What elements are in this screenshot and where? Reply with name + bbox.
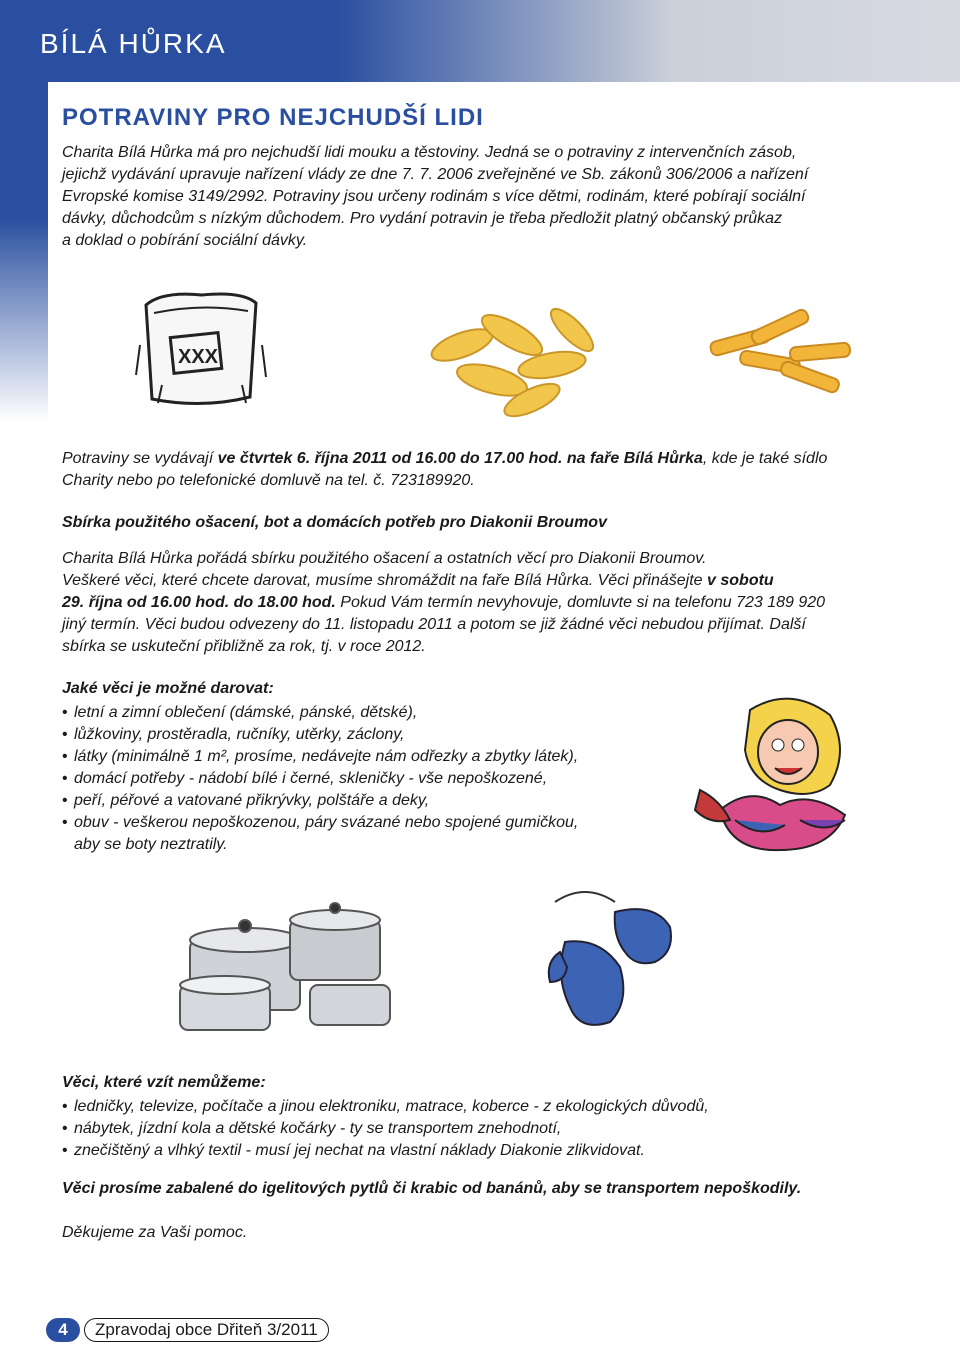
magazine-name: BÍLÁ HŮRKA xyxy=(40,28,227,59)
intro-line: Charita Bílá Hůrka má pro nejchudší lidi mouku a těstoviny. Jedná se o potraviny z intervenčních zásob, xyxy=(62,144,797,161)
collection-line: Veškeré věci, které chcete darovat, musíme shromáždit na faře Bílá Hůrka. Věci přinášejte v sobotu xyxy=(62,572,774,589)
collection-line: Charita Bílá Hůrka pořádá sbírku použitého ošacení a ostatních věcí pro Diakonii Broumov. xyxy=(62,550,707,567)
list-item: • peří, péřové a vatované přikrývky, polštáře a deky, xyxy=(62,790,578,812)
sack-label: XXX xyxy=(178,346,219,368)
cannot-take-list xyxy=(62,1096,709,1162)
collection-heading: Sbírka použitého ošacení, bot a domácích potřeb pro Diakonii Broumov xyxy=(62,514,607,531)
list-item: • letní a zimní oblečení (dámské, pánské, dětské), xyxy=(62,702,578,724)
intro-line: dávky, důchodcům s nízkým důchodem. Pro vydání potravin je třeba předložit platný občanský průkaz xyxy=(62,210,783,227)
page-title: POTRAVINY PRO NEJCHUDŠÍ LIDI xyxy=(62,104,484,131)
woman-with-clothes-image xyxy=(660,690,890,860)
list-item: • domácí potřeby - nádobí bílé i černé, skleničky - vše nepoškozené, xyxy=(62,768,578,790)
list-item: • nábytek, jízdní kola a dětské kočárky - ty se transportem znehodnotí, xyxy=(62,1118,709,1140)
list-continuation: aby se boty neztratily. xyxy=(74,836,228,853)
distribution-line: Potraviny se vydávají ve čtvrtek 6. října 2011 od 16.00 do 17.00 hod. na faře Bílá Hůrka, kde je také sídlo xyxy=(62,450,828,467)
flour-sack-image xyxy=(132,285,272,415)
page-footer xyxy=(46,1318,329,1342)
list-item: • lůžkoviny, prostěradla, ručníky, utěrky, záclony, xyxy=(62,724,578,746)
fusilli-pasta-image xyxy=(412,305,612,425)
intro-line: Evropské komise 3149/2992. Potraviny jsou určeny rodinám s více dětmi, rodinám, které pobírají sociální xyxy=(62,188,806,205)
distribution-line: Charity nebo po telefonické domluvě na tel. č. 723189920. xyxy=(62,472,475,489)
intro-line: jejichž vydávání upravuje nařízení vlády ze dne 7. 7. 2006 zveřejněné ve Sb. zákonů 306/2006 a nařízení xyxy=(62,166,809,183)
cannot-take-heading: Věci, které vzít nemůžeme: xyxy=(62,1074,266,1091)
collection-line: jiný termín. Věci budou odvezeny do 11. listopadu 2011 a potom se již žádné věci nebudou přijímat. Další xyxy=(62,616,806,633)
side-decoration xyxy=(0,82,48,422)
intro-line: a doklad o pobírání sociální dávky. xyxy=(62,232,308,249)
penne-pasta-image xyxy=(700,305,860,400)
can-donate-list xyxy=(62,702,578,834)
list-item: • ledničky, televize, počítače a jinou elektroniku, matrace, koberce - z ekologických důvodů, xyxy=(62,1096,709,1118)
collection-line: sbírka se uskuteční přibližně za rok, tj. v roce 2012. xyxy=(62,638,426,655)
list-item: • látky (minimálně 1 m², prosíme, nedávejte nám odřezky a zbytky látek), xyxy=(62,746,578,768)
page-number: 4 xyxy=(46,1318,80,1342)
packing-note: Věci prosíme zabalené do igelitových pytlů či krabic od banánů, aby se transportem nepoškodily. xyxy=(62,1180,802,1197)
mittens-image xyxy=(525,882,685,1032)
thanks-text: Děkujeme za Vaši pomoc. xyxy=(62,1224,248,1241)
publication-title: Zpravodaj obce Dřiteň 3/2011 xyxy=(84,1318,329,1342)
can-donate-heading: Jaké věci je možné darovat: xyxy=(62,680,274,697)
cookware-image xyxy=(160,880,410,1040)
list-item: • znečištěný a vlhký textil - musí jej nechat na vlastní náklady Diakonie zlikvidovat. xyxy=(62,1140,709,1162)
list-item: • obuv - veškerou nepoškozenou, páry svázané nebo spojené gumičkou, xyxy=(62,812,578,834)
collection-line: 29. října od 16.00 hod. do 18.00 hod. Pokud Vám termín nevyhovuje, domluvte si na telefonu 723 189 920 xyxy=(62,594,826,611)
